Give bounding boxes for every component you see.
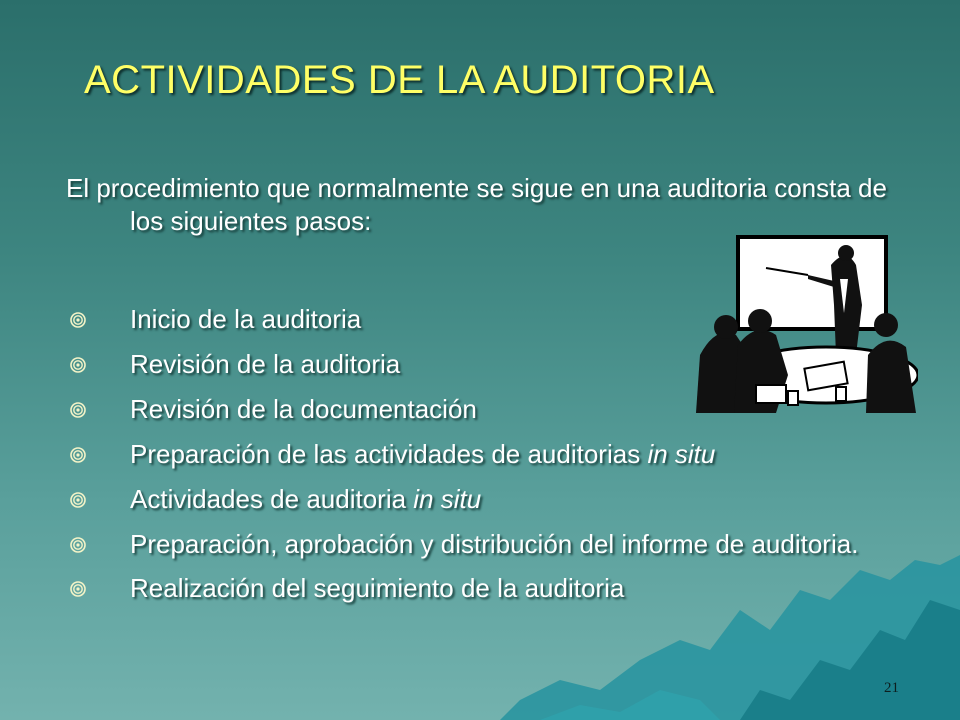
list-item — [66, 394, 896, 424]
list-item — [66, 304, 896, 334]
ringed-circle-icon — [70, 447, 86, 463]
list-item-text: Revisión de la documentación — [130, 394, 477, 424]
list-item-text: Revisión de la auditoria — [130, 349, 401, 379]
list-item-italic-text: in situ — [413, 484, 482, 514]
ringed-circle-icon — [70, 492, 86, 508]
ringed-circle-icon — [70, 312, 86, 328]
slide-title: ACTIVIDADES DE LA AUDITORIA — [84, 58, 715, 102]
steps-list — [66, 304, 896, 603]
list-item — [66, 349, 896, 379]
list-item-text: Preparación, aprobación y distribución del informe de auditoria. — [130, 529, 859, 559]
list-item-text: Inicio de la auditoria — [130, 304, 362, 334]
intro-paragraph: El procedimiento que normalmente se sigue en una auditoria consta de los siguientes pasos: — [66, 173, 887, 236]
ringed-circle-icon — [70, 581, 86, 597]
list-item — [66, 573, 896, 603]
list-item — [66, 439, 896, 469]
ringed-circle-icon — [70, 357, 86, 373]
ringed-circle-icon — [70, 402, 86, 418]
list-item — [66, 529, 896, 559]
list-item-italic-text: in situ — [647, 439, 716, 469]
list-item-text: Actividades de auditoria — [130, 484, 414, 514]
list-item-text: Realización del seguimiento de la auditoria — [130, 573, 625, 603]
list-item-text: Preparación de las actividades de auditorias — [130, 439, 648, 469]
ringed-circle-icon — [70, 537, 86, 553]
list-item — [66, 484, 896, 514]
page-number: 21 — [884, 680, 899, 696]
